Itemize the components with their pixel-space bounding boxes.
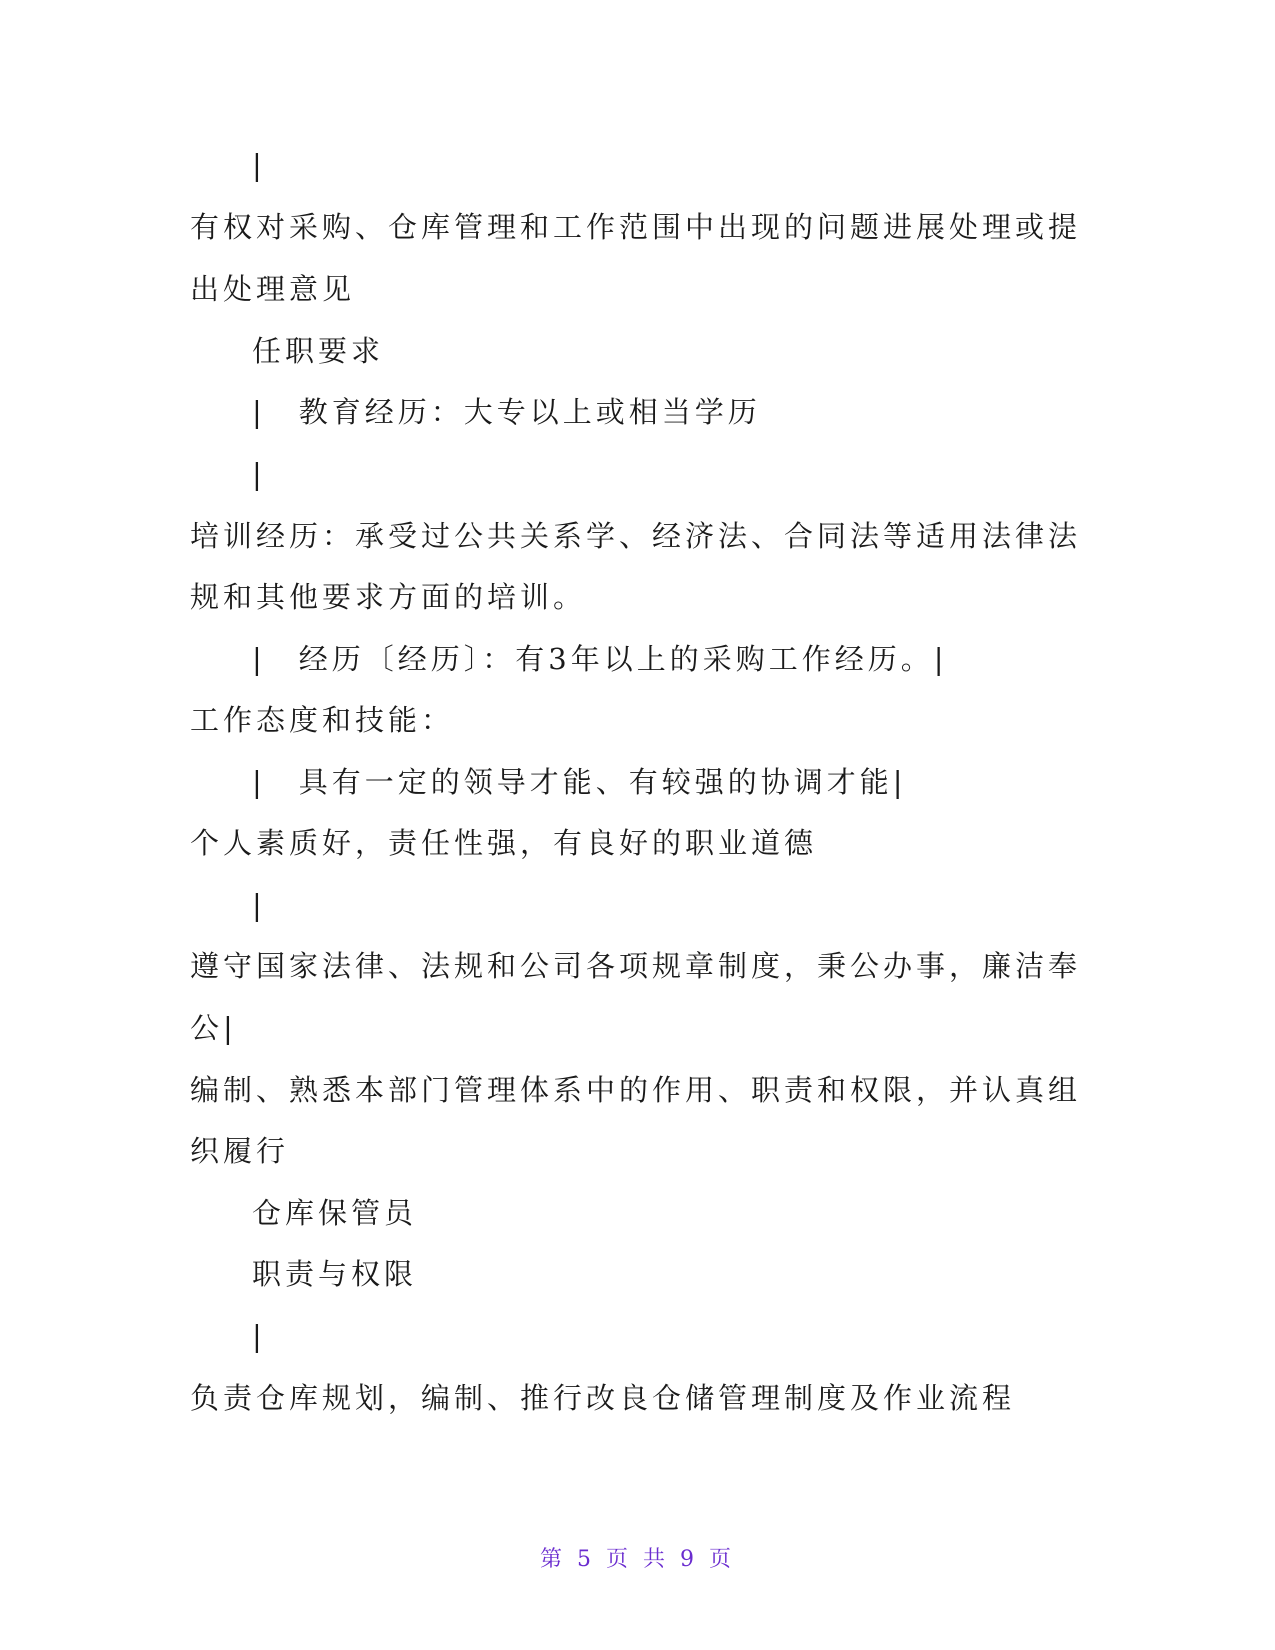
section-heading: 职责与权限 — [252, 1257, 418, 1291]
text-line: 培训经历：承受过公共关系学、经济法、合同法等适用法律法 — [190, 519, 1082, 553]
text-line: 公| — [190, 1011, 237, 1045]
text-line: | 教育经历：大专以上或相当学历 — [252, 395, 761, 429]
text-line: | — [252, 888, 266, 922]
text-line: 遵守国家法律、法规和公司各项规章制度，秉公办事，廉洁奉 — [190, 949, 1082, 983]
text-line: 出处理意见 — [190, 272, 356, 306]
text-line: 负责仓库规划，编制、推行改良仓储管理制度及作业流程 — [190, 1381, 1016, 1415]
text-line: 编制、熟悉本部门管理体系中的作用、职责和权限，并认真组 — [190, 1073, 1082, 1107]
text-line: 有权对采购、仓库管理和工作范围中出现的问题进展处理或提 — [190, 210, 1082, 244]
text-line: 工作态度和技能： — [190, 703, 455, 737]
text-line: | — [252, 1319, 266, 1353]
text-line: | — [252, 457, 266, 491]
text-line: 规和其他要求方面的培训。 — [190, 580, 587, 614]
text-line: | 具有一定的领导才能、有较强的协调才能| — [252, 765, 907, 799]
page-number-footer: 第 5 页 共 9 页 — [540, 1547, 735, 1572]
section-heading: 仓库保管员 — [252, 1196, 418, 1230]
text-line: | 经历〔经历〕：有3年以上的采购工作经历。| — [252, 642, 948, 676]
text-line: | — [252, 148, 266, 182]
section-heading: 任职要求 — [252, 334, 385, 368]
text-line: 个人素质好，责任性强，有良好的职业道德 — [190, 826, 818, 860]
text-line: 织履行 — [190, 1134, 290, 1168]
